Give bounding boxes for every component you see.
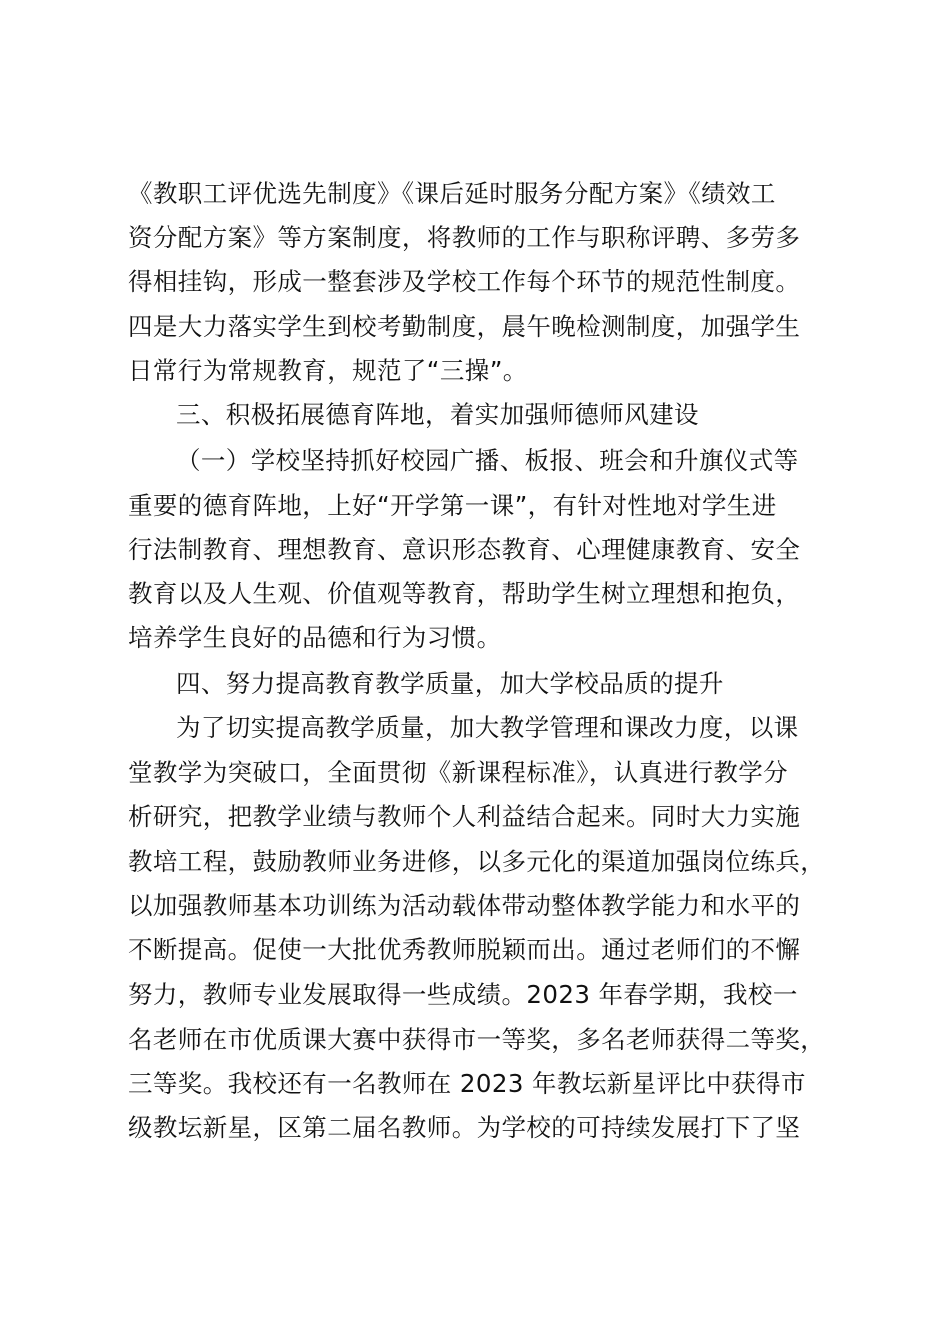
text-line: 为了切实提高教学质量，加大教学管理和课改力度，以课 [176, 713, 799, 742]
text-line: 资分配方案》等方案制度，将教师的工作与职称评聘、多劳多 [128, 223, 801, 252]
text-line: 四是大力落实学生到校考勤制度，晨午晚检测制度，加强学生 [128, 312, 801, 341]
text-line: 培养学生良好的品德和行为习惯。 [128, 623, 502, 652]
text-line: 不断提高。促使一大批优秀教师脱颖而出。通过老师们的不懈 [128, 935, 801, 964]
text-line: 日常行为常规教育，规范了“三操”。 [128, 356, 528, 385]
text-line: 级教坛新星，区第二届名教师。为学校的可持续发展打下了坚 [128, 1113, 801, 1142]
text-line: 教育以及人生观、价值观等教育，帮助学生树立理想和抱负， [128, 579, 801, 608]
text-line: 教培工程，鼓励教师业务进修，以多元化的渠道加强岗位练兵， [128, 847, 826, 876]
text-line: 三等奖。我校还有一名教师在 2023 年教坛新星评比中获得市 [128, 1069, 806, 1098]
text-line: 得相挂钩，形成一整套涉及学校工作每个环节的规范性制度。 [128, 267, 801, 296]
section-heading: 三、积极拓展德育阵地，着实加强师德师风建设 [176, 400, 699, 429]
section-heading: 四、努力提高教育教学质量，加大学校品质的提升 [176, 669, 724, 698]
text-line: 堂教学为突破口，全面贯彻《新课程标准》，认真进行教学分 [128, 758, 789, 787]
text-line: 以加强教师基本功训练为活动载体带动整体教学能力和水平的 [128, 891, 801, 920]
text-line: 行法制教育、理想教育、意识形态教育、心理健康教育、安全 [128, 535, 801, 564]
text-line: 《教职工评优选先制度》《课后延时服务分配方案》《绩效工 [128, 179, 776, 208]
text-line: 析研究，把教学业绩与教师个人利益结合起来。同时大力实施 [128, 802, 801, 831]
text-line: 重要的德育阵地，上好“开学第一课”，有针对性地对学生进 [128, 491, 777, 520]
text-line: 名老师在市优质课大赛中获得市一等奖，多名老师获得二等奖， [128, 1025, 826, 1054]
text-line: 努力，教师专业发展取得一些成绩。2023 年春学期，我校一 [128, 980, 798, 1009]
text-line: （一）学校坚持抓好校园广播、板报、班会和升旗仪式等 [176, 446, 799, 475]
